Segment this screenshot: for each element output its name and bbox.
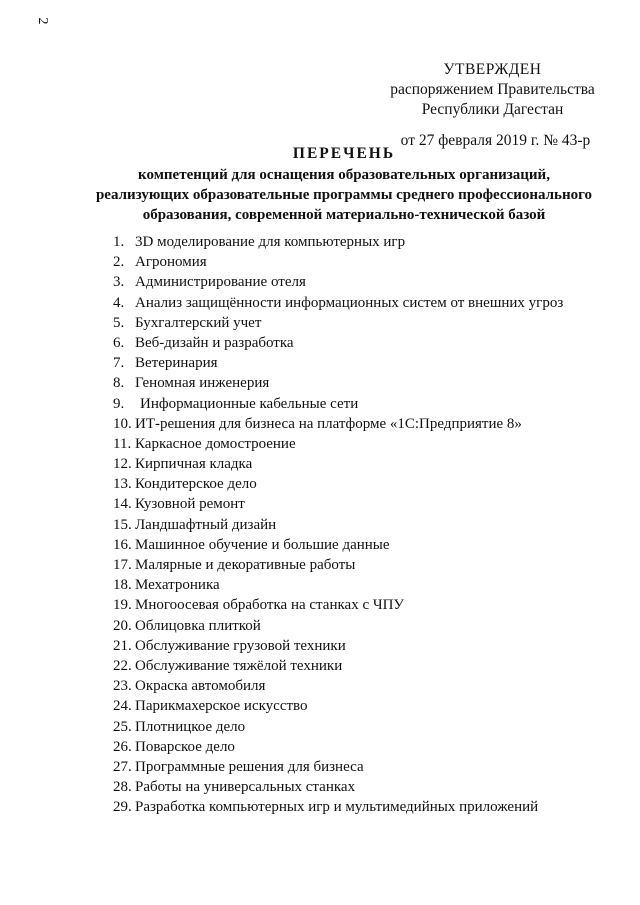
item-text: Кузовной ремонт [135,496,245,513]
item-text: Каркасное домостроение [135,435,296,452]
item-text: Поварское дело [135,738,235,755]
item-text: Кондитерское дело [135,476,257,493]
item-number: 7. [113,355,125,372]
item-number: 2. [113,254,125,271]
item-number: 29. [113,799,132,816]
item-text: Разработка компьютерных игр и мультимедийных приложений [135,799,539,816]
list-item [113,454,628,474]
item-number: 9. [113,395,125,412]
item-number: 8. [113,375,125,392]
list-item [113,595,628,615]
list-item [113,777,628,797]
list-item [113,434,628,454]
item-number: 10. [113,415,132,432]
item-text: Окраска автомобиля [135,678,266,695]
list-item [113,272,628,292]
item-number: 21. [113,637,132,654]
list-item [113,252,628,272]
item-text: Программные решения для бизнеса [135,758,364,775]
list-item [113,515,628,535]
item-number: 1. [113,234,125,250]
list-item [113,575,628,595]
item-text: Машинное обучение и большие данные [135,536,390,553]
item-text: ИТ-решения для бизнеса на платформе «1С:Предприятие 8» [135,415,522,432]
item-number: 12. [113,456,132,473]
item-number: 27. [113,758,132,775]
item-text: Обслуживание грузовой техники [135,637,346,654]
item-number: 25. [113,718,132,735]
item-number: 24. [113,698,132,715]
list-item [113,394,628,414]
approval-authority: распоряжением Правительства [390,81,595,98]
item-number: 3. [113,274,125,291]
item-number: 17. [113,557,132,573]
list-item [113,313,628,333]
item-number: 18. [113,577,132,594]
item-text: Бухгалтерский учет [135,314,262,331]
list-item [113,333,628,353]
item-text: Многоосевая обработка на станках с ЧПУ [135,597,405,614]
item-number: 5. [113,314,125,331]
document-title: ПЕРЕЧЕНЬ [292,145,396,162]
item-number: 23. [113,678,132,695]
item-text: Мехатроника [135,577,220,594]
item-number: 28. [113,779,132,796]
document-heading [70,143,618,225]
item-number: 11. [113,435,132,452]
list-item [113,293,628,313]
item-number: 19. [113,597,132,614]
list-item [113,414,628,434]
list-item [113,494,628,514]
item-text: Ландшафтный дизайн [135,516,277,533]
item-text: Парикмахерское искусство [135,698,308,715]
list-item [113,616,628,636]
item-text: Работы на универсальных станках [135,779,356,796]
approval-stamp [370,60,615,151]
list-item [113,797,628,817]
list-item [113,757,628,777]
list-item [113,474,628,494]
item-text: Веб-дизайн и разработка [135,334,294,351]
item-number: 20. [113,617,132,634]
list-item [113,535,628,555]
approval-region: Республики Дагестан [421,101,564,118]
list-item [113,373,628,393]
list-item [113,353,628,373]
item-text: Плотницкое дело [135,718,246,735]
item-text: Администрирование отеля [135,274,306,291]
item-text: Малярные и декоративные работы [135,557,356,573]
item-text: Информационные кабельные сети [140,395,359,412]
document-subtitle-line: компетенций для оснащения образовательных организаций, [138,167,550,183]
item-number: 16. [113,536,132,553]
list-item [113,717,628,737]
item-text: Облицовка плиткой [135,617,261,634]
list-item [113,676,628,696]
competencies-list [113,232,628,817]
item-number: 26. [113,738,132,755]
list-item [113,555,628,575]
list-item [113,636,628,656]
item-text: Ветеринария [135,355,218,372]
item-text: Геномная инженерия [135,375,270,392]
item-number: 14. [113,496,132,513]
item-text: 3D моделирование для компьютерных игр [135,234,406,250]
page-number: 2 [35,17,50,25]
item-text: Анализ защищённости информационных систем от внешних угроз [135,294,564,311]
item-number: 4. [113,294,125,311]
item-number: 13. [113,476,132,493]
list-item [113,696,628,716]
item-text: Обслуживание тяжёлой техники [135,657,343,674]
item-text: Агрономия [135,254,207,271]
item-number: 6. [113,334,125,351]
list-item [113,737,628,757]
list-item [113,232,628,252]
item-number: 15. [113,516,132,533]
list-item [113,656,628,676]
item-text: Кирпичная кладка [135,456,253,473]
item-number: 22. [113,657,132,674]
approval-date: от 27 февраля 2019 г. № 43-р [400,132,591,149]
approval-title: УТВЕРЖДЕН [443,61,542,78]
document-subtitle-line: образования, современной материально-технической базой [142,207,546,223]
document-subtitle-line: реализующих образовательные программы среднего профессионального [95,187,593,203]
